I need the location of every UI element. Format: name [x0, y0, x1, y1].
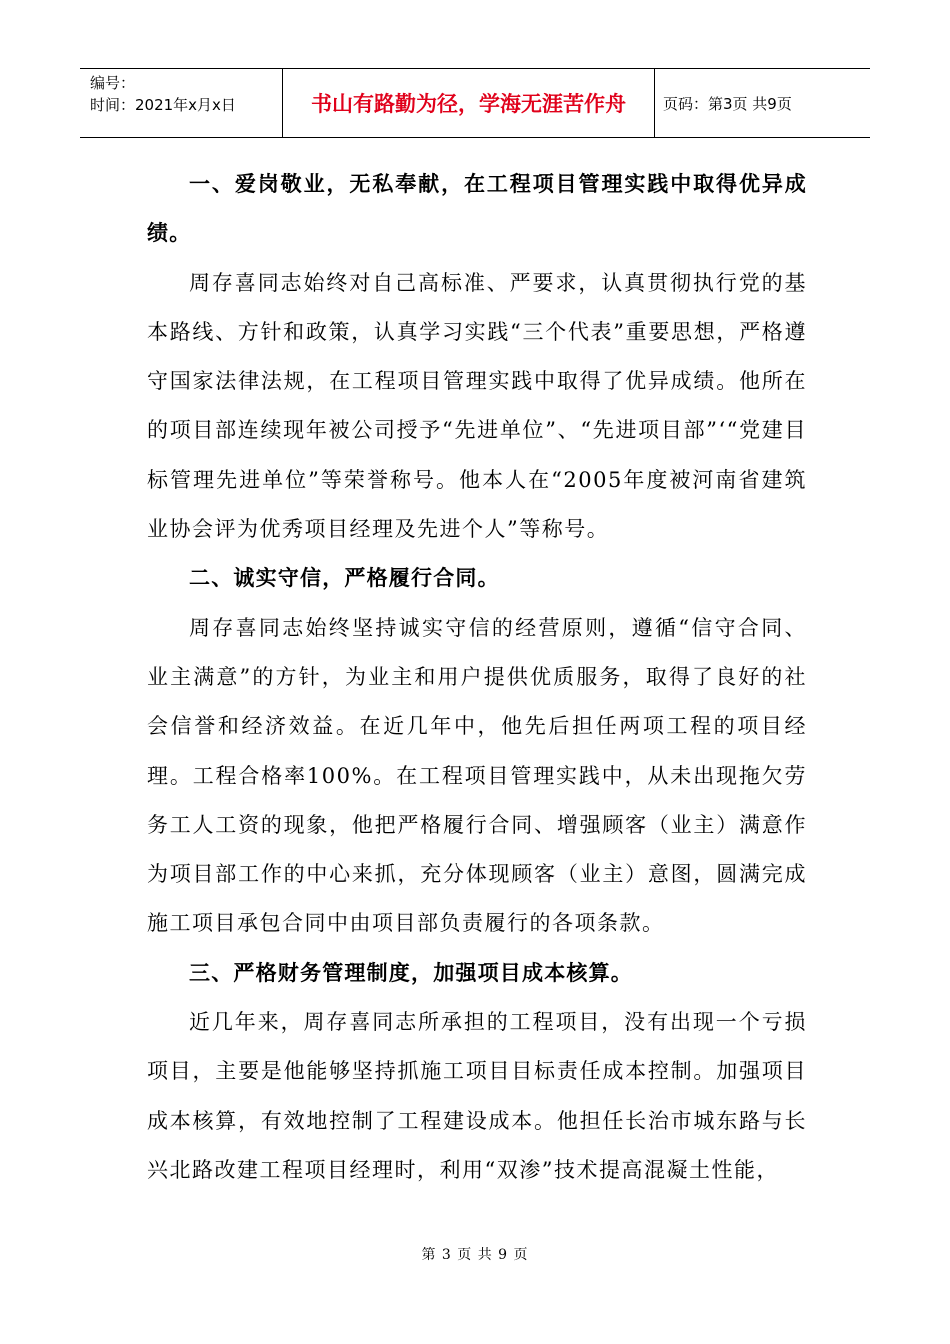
section-heading-3: 三、严格财务管理制度，加强项目成本核算。 — [189, 960, 633, 985]
header-page-info: 页码：第3页 共9页 — [663, 94, 792, 113]
document-number-label: 编号： — [90, 74, 136, 92]
page-footer: 第 3 页 共 9 页 — [421, 1247, 529, 1263]
document-body — [147, 160, 807, 1195]
header-meta — [80, 69, 283, 137]
section-heading-1: 一、爱岗敬业，无私奉献，在工程项目管理实践中取得优异成绩。 — [147, 172, 807, 246]
body-paragraph-3: 近几年来，周存喜同志所承担的工程项目，没有出现一个亏损项目，主要是他能够坚持抓施工项目目标责任成本控制。加强项目成本核算，有效地控制了工程建设成本。他担任长治市城东路与长兴北路改建工程项目经理时，利用“双渗”技术提高混凝土性能， — [147, 1010, 807, 1182]
section-heading-2: 二、诚实守信，严格履行合同。 — [189, 566, 500, 591]
body-paragraph-2: 周存喜同志始终坚持诚实守信的经营原则，遵循“信守合同、业主满意”的方针，为业主和用户提供优质服务，取得了良好的社会信誉和经济效益。在近几年中，他先后担任两项工程的项目经理。工程合格率100%。在工程项目管理实践中，从未出现拖欠劳务工人工资的现象，他把严格履行合同、增强顾客（业主）满意作为项目部工作的中心来抓，充分体现顾客（业主）意图，圆满完成施工项目承包合同中由项目部负责履行的各项条款。 — [147, 615, 807, 936]
header-motto: 书山有路勤为径，学海无涯苦作舟 — [283, 69, 655, 137]
body-paragraph-1: 周存喜同志始终对自己高标准、严要求，认真贯彻执行党的基本路线、方针和政策，认真学习实践“三个代表”重要思想，严格遵守国家法律法规，在工程项目管理实践中取得了优异成绩。他所在的项目部连续现年被公司授予“先进单位”、“先进项目部”‘“党建目标管理先进单位”等荣誉称号。他本人在“2005年度被河南省建筑业协会评为优秀项目经理及先进个人”等称号。 — [147, 270, 807, 542]
document-time-label: 时间：2021年x月x日 — [90, 96, 236, 114]
page-header — [80, 68, 870, 138]
